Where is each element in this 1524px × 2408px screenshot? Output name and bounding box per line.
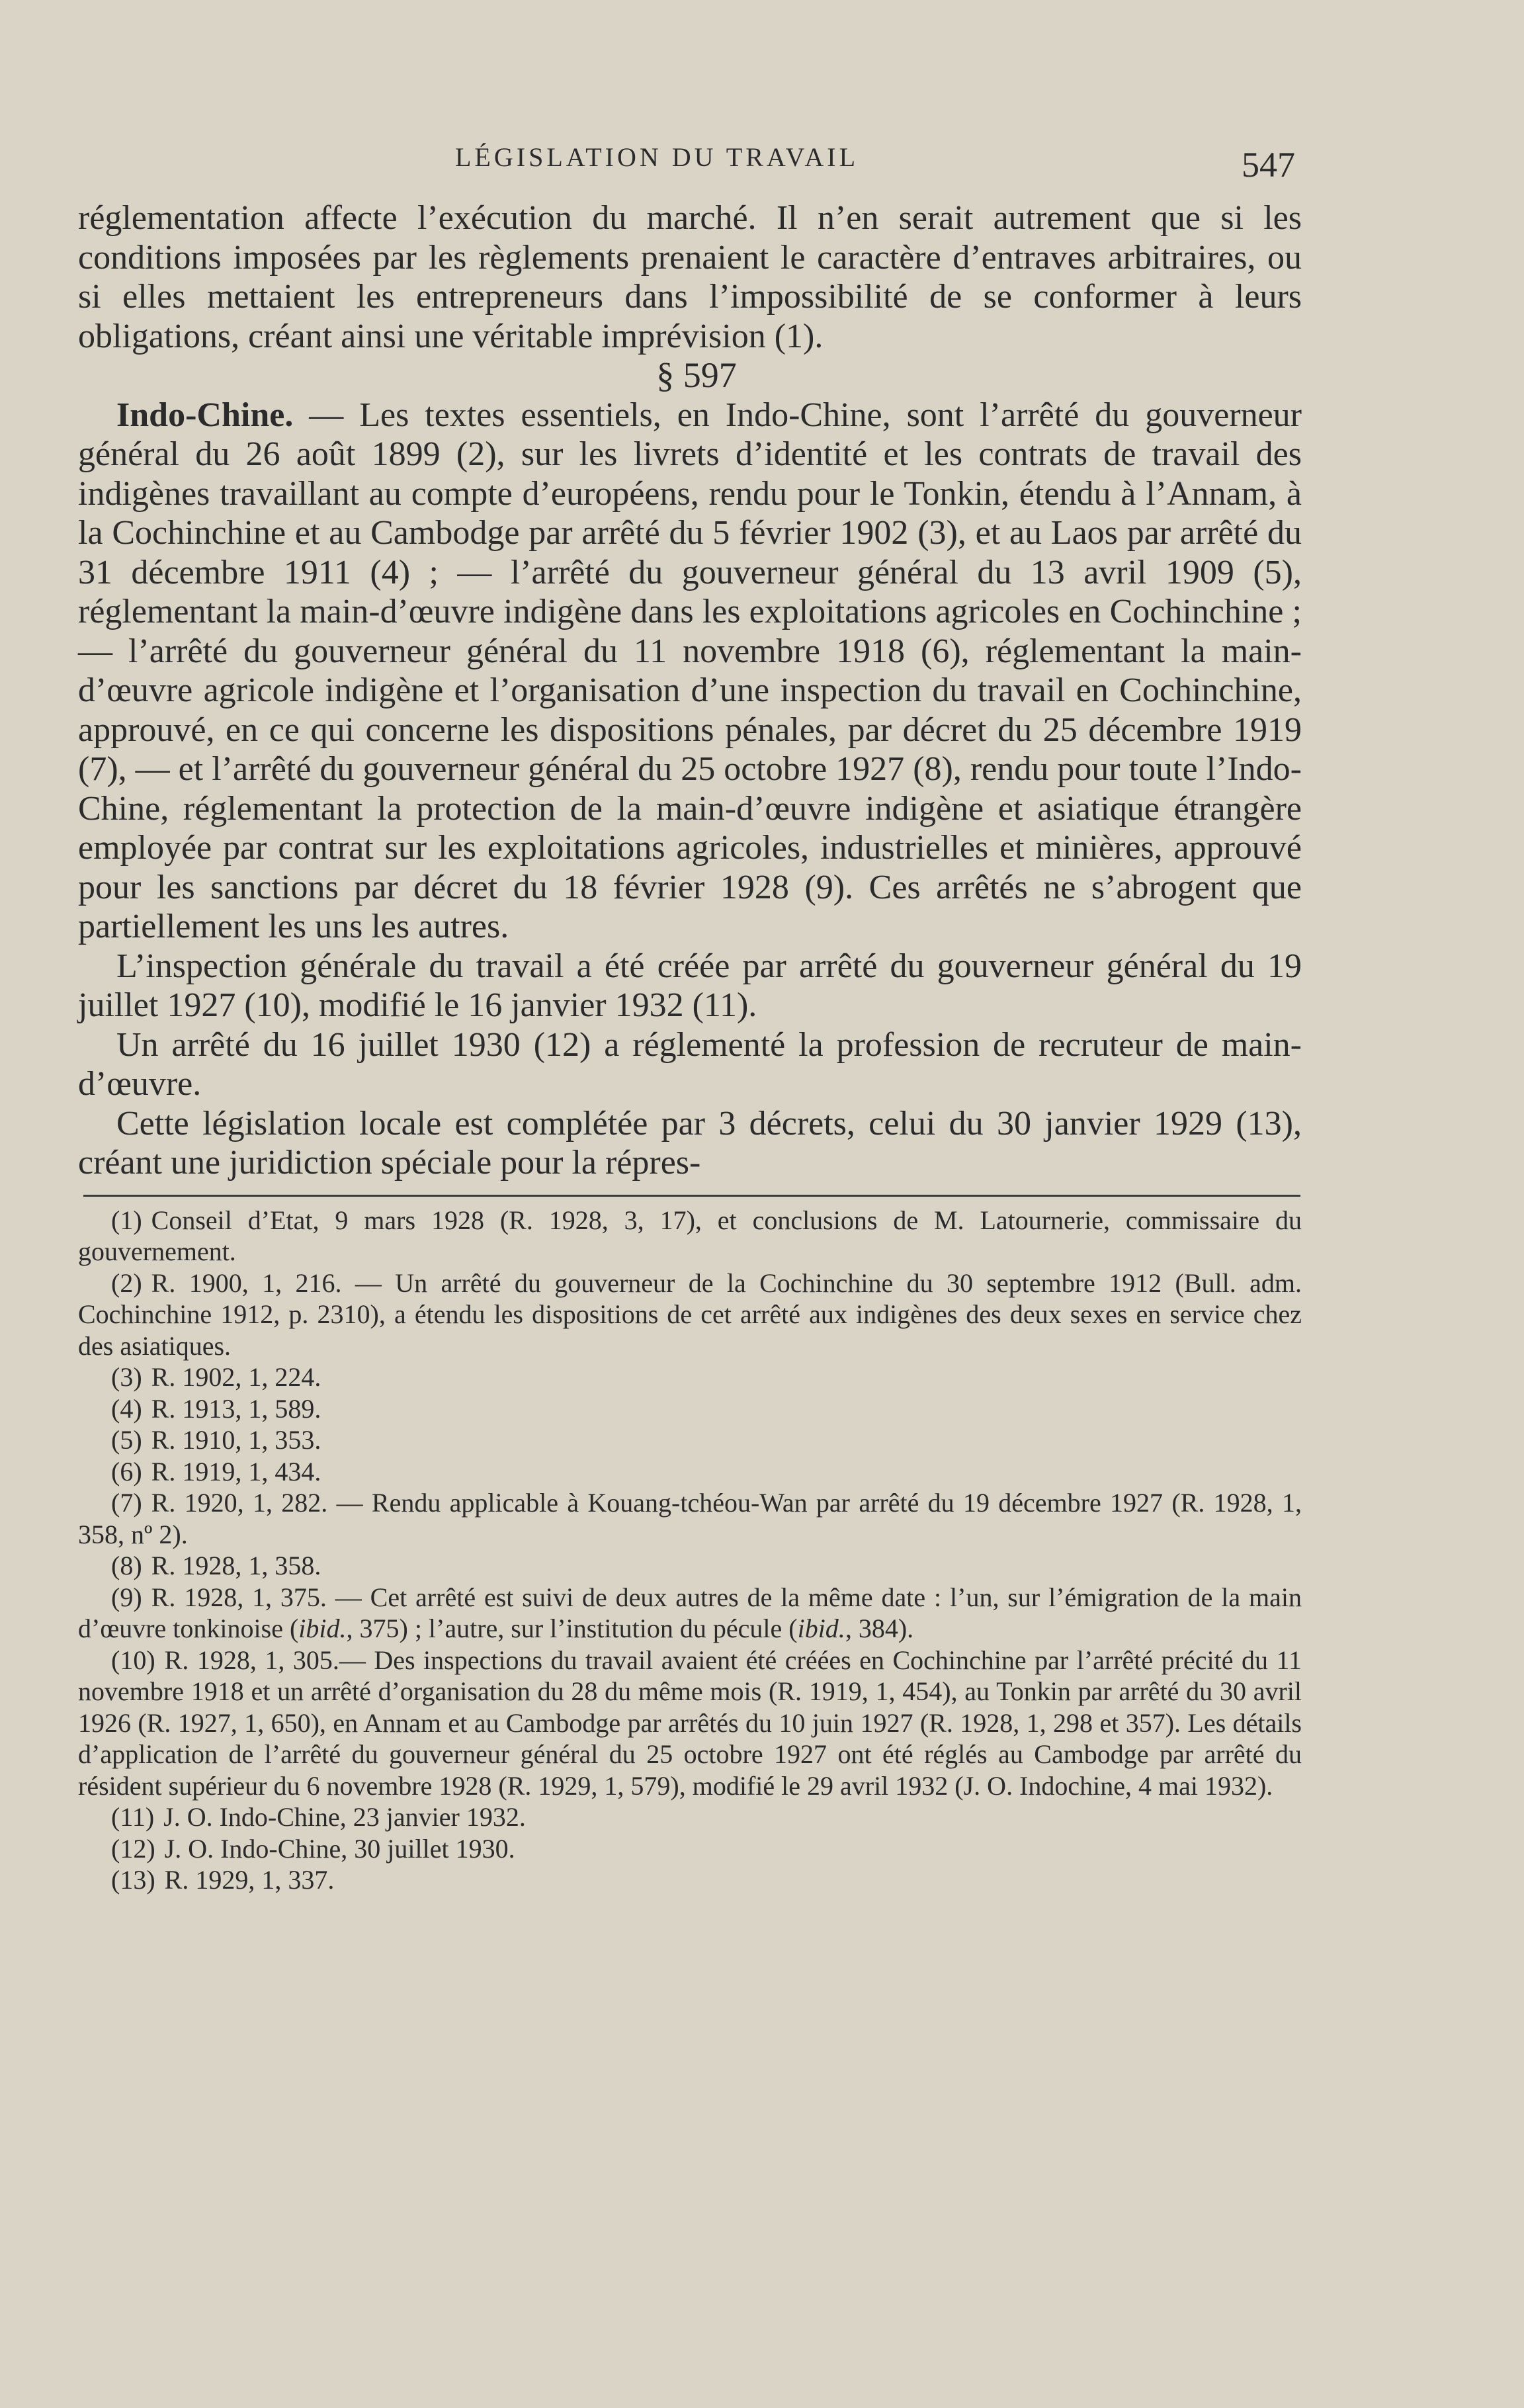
footnote-text: , 375) ; l’autre, sur l’institution du pécule ( — [346, 1613, 798, 1643]
footnote-ibid: ibid. — [797, 1613, 845, 1643]
footnote-text: J. O. Indo-Chine, 30 juillet 1930. — [164, 1833, 515, 1864]
footnote-text: J. O. Indo-Chine, 23 janvier 1932. — [163, 1802, 526, 1832]
footnote-text: R. 1920, 1, 282. — Rendu applicable à Kouang-tchéou-Wan par arrêté du 19 décembre 1927 (R. 1928, 1, 358, nº 2). — [78, 1488, 1302, 1549]
footnote — [78, 1833, 1302, 1865]
body-text — [78, 198, 1302, 1183]
paragraph-indochine — [78, 396, 1302, 947]
book-page — [78, 132, 1302, 1896]
footnote-ibid: ibid. — [298, 1613, 347, 1643]
footnote — [78, 1550, 1302, 1582]
footnote-text: R. 1928, 1, 305.— Des inspections du travail avaient été créées en Cochinchine par l’arrêté précité du 11 novembre 1918 et un arrêté d’organisation du 28 du même mois (R. 1919, 1, 454), au Tonkin par arrêté du 30 avril 1926 (R. 1927, 1, 650), en Annam et au Cambodge par arrêtés du 10 juin 1927 (R. 1928, 1, 298 et 357). Les détails d’application de l’arrêté du gouverneur général du 25 octobre 1927 ont été réglés au Cambodge par arrêté du résident supérieur du 6 novembre 1928 (R. 1929, 1, 579), modifié le 29 avril 1932 (J. O. Indochine, 4 mai 1932). — [78, 1645, 1302, 1801]
footnote — [78, 1582, 1302, 1645]
paragraph-decrets: Cette législation locale est complétée par 3 décrets, celui du 30 janvier 1929 (13), créant une juridiction spéciale pour la répres- — [78, 1104, 1302, 1182]
footnote-text: , 384). — [845, 1613, 914, 1643]
footnote — [78, 1487, 1302, 1550]
footnote-number: (9) — [111, 1582, 142, 1612]
footnote-text: Conseil d’Etat, 9 mars 1928 (R. 1928, 3, 17), et conclusions de M. Latournerie, commissaire du gouvernement. — [78, 1205, 1302, 1266]
footnote-text: R. 1913, 1, 589. — [151, 1393, 321, 1424]
footnote-number: (2) — [111, 1268, 142, 1298]
footnote — [78, 1393, 1302, 1425]
footnote — [78, 1205, 1302, 1268]
running-title: LÉGISLATION DU TRAVAIL — [455, 142, 859, 172]
footnote-text: R. 1900, 1, 216. — Un arrêté du gouverneur de la Cochinchine du 30 septembre 1912 (Bull. adm. Cochinchine 1912, p. 2310), a étendu les dispositions de cet arrêté aux indigènes des deux sexes en service chez des asiatiques. — [78, 1268, 1302, 1361]
footnote-text: R. 1902, 1, 224. — [151, 1362, 321, 1392]
footnote-rule — [83, 1195, 1300, 1197]
page-number: 547 — [1242, 145, 1295, 185]
section-heading: § 597 — [656, 355, 737, 395]
running-head — [78, 132, 1302, 198]
paragraph-text: — Les textes essentiels, en Indo-Chine, sont l’arrêté du gouverneur général du 26 août 1899 (2), sur les livrets d’identité et les contrats de travail des indigènes travaillant au compte d’européens, rendu pour le Tonkin, étendu à l’Annam, à la Cochinchine et au Cambodge par arrêté du 5 février 1902 (3), et au Laos par arrêté du 31 décembre 1911 (4) ; — l’arrêté du gouverneur général du 13 avril 1909 (5), réglementant la main-d’œuvre indigène dans les exploitations agricoles en Cochinchine ; — l’arrêté du gouverneur général du 11 novembre 1918 (6), réglementant la main-d’œuvre agricole indigène et l’organisation d’une inspection du travail en Cochinchine, approuvé, en ce qui concerne les dispositions pénales, par décret du 25 décembre 1919 (7), — et l’arrêté du gouverneur général du 25 octobre 1927 (8), rendu pour toute l’Indo-Chine, réglementant la protection de la main-d’œuvre indigène et asiatique étrangère employée par contrat sur les exploitations agricoles, industrielles et minières, approuvé pour les sanctions par décret du 18 février 1928 (9). Ces arrêtés ne s’abrogent que partiellement les uns les autres. — [78, 396, 1302, 945]
lead-term: Indo-Chine. — [116, 396, 294, 434]
footnote — [78, 1268, 1302, 1362]
footnote-number: (12) — [111, 1833, 155, 1864]
footnote — [78, 1424, 1302, 1456]
footnote-number: (10) — [111, 1645, 155, 1675]
footnote-number: (7) — [111, 1488, 142, 1518]
footnote — [78, 1361, 1302, 1393]
footnote — [78, 1801, 1302, 1833]
footnote-number: (13) — [111, 1865, 155, 1895]
footnote-number: (8) — [111, 1551, 142, 1580]
footnote-number: (3) — [111, 1362, 142, 1392]
footnote-number: (11) — [111, 1802, 155, 1832]
footnotes — [78, 1205, 1302, 1896]
paragraph-inspection: L’inspection générale du travail a été créée par arrêté du gouverneur général du 19 juillet 1927 (10), modifié le 16 janvier 1932 (11). — [78, 947, 1302, 1024]
paragraph-recruteur: Un arrêté du 16 juillet 1930 (12) a réglementé la profession de recruteur de main-d’œuvre. — [78, 1025, 1302, 1103]
footnote-text: R. 1928, 1, 358. — [151, 1551, 321, 1580]
footnote-text: R. 1919, 1, 434. — [151, 1456, 321, 1486]
footnote-number: (6) — [111, 1456, 142, 1486]
footnote-text: R. 1928, 1, 375. — Cet arrêté est suivi de deux autres de la même date : l’un, sur l’émigration de la main d’œuvre tonkinoise ( — [78, 1582, 1302, 1643]
footnote-number: (1) — [111, 1205, 142, 1235]
footnote-number: (5) — [111, 1425, 142, 1455]
footnote — [78, 1456, 1302, 1488]
footnote-text: R. 1910, 1, 353. — [151, 1425, 321, 1455]
footnote — [78, 1864, 1302, 1896]
paragraph-continued: réglementation affecte l’exécution du marché. Il n’en serait autrement que si les conditions imposées par les règlements prenaient le caractère d’entraves arbitraires, ou si elles mettaient les entrepreneurs dans l’impossibilité de se conformer à leurs obligations, créant ainsi une véritable imprévision (1). — [78, 199, 1302, 355]
footnote — [78, 1645, 1302, 1802]
footnote-number: (4) — [111, 1393, 142, 1424]
footnote-text: R. 1929, 1, 337. — [164, 1865, 335, 1895]
